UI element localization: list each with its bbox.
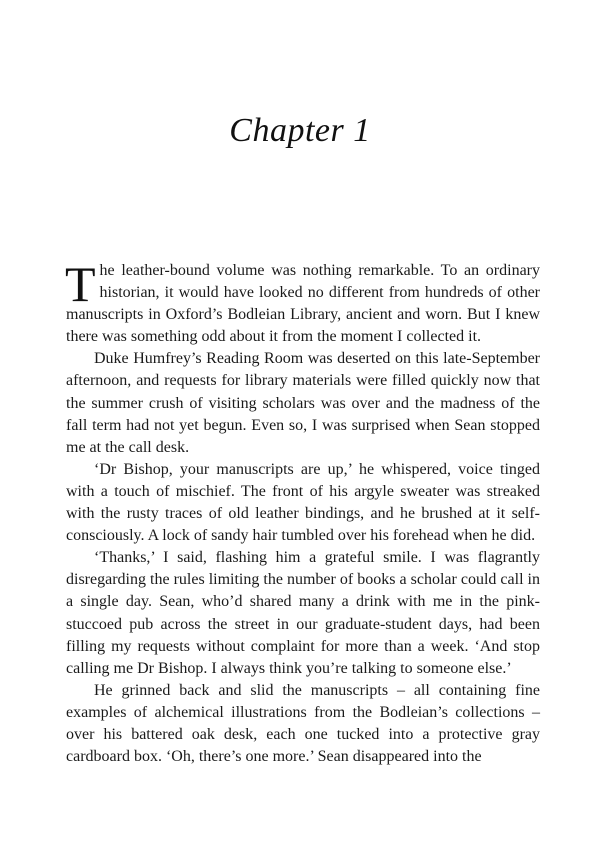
- paragraph-1: [65, 256, 540, 348]
- chapter-title: Chapter 1: [229, 112, 371, 149]
- paragraph-3: ‘Dr Bishop, your manuscripts are up,’ he whispered, voice tinged with a touch of mischief. The front of his argyle sweater was streaked with the rusty traces of old leather bindings, and he brushed at it self-consciously. A lock of sandy hair tumbled over his forehead when he did.: [66, 460, 540, 545]
- paragraph-1-text: he leather-bound volume was nothing remarkable. To an ordinary historian, it would have looked no different from hundreds of other manuscripts in Oxford’s Bodleian Library, ancient and worn. But I knew there was something odd about it from the moment I collected it.: [66, 262, 540, 346]
- chapter-body: [65, 256, 540, 768]
- paragraph-5: He grinned back and slid the manuscripts – all containing fine examples of alchemical illustrations from the Bodleian’s collections – over his battered oak desk, each one tucked into a protective gray cardboard box. ‘Oh, there’s one more.’ Sean disappeared into the: [66, 681, 540, 766]
- paragraph-2: Duke Humfrey’s Reading Room was deserted on this late-September afternoon, and requests for library materials were filled quickly now that the summer crush of visiting scholars was over and the madness of the fall term had not yet begun. Even so, I was surprised when Sean stopped me at the call desk.: [66, 350, 540, 456]
- drop-cap: T: [65, 256, 96, 312]
- paragraph-4: ‘Thanks,’ I said, flashing him a grateful smile. I was flagrantly disregarding the rules limiting the number of books a scholar could call in a single day. Sean, who’d shared many a drink with me in the pink-stuccoed pub across the street in our graduate-student days, had been filling my requests without complaint for more than a week. ‘And stop calling me Dr Bishop. I always think you’re talking to someone else.’: [66, 549, 540, 677]
